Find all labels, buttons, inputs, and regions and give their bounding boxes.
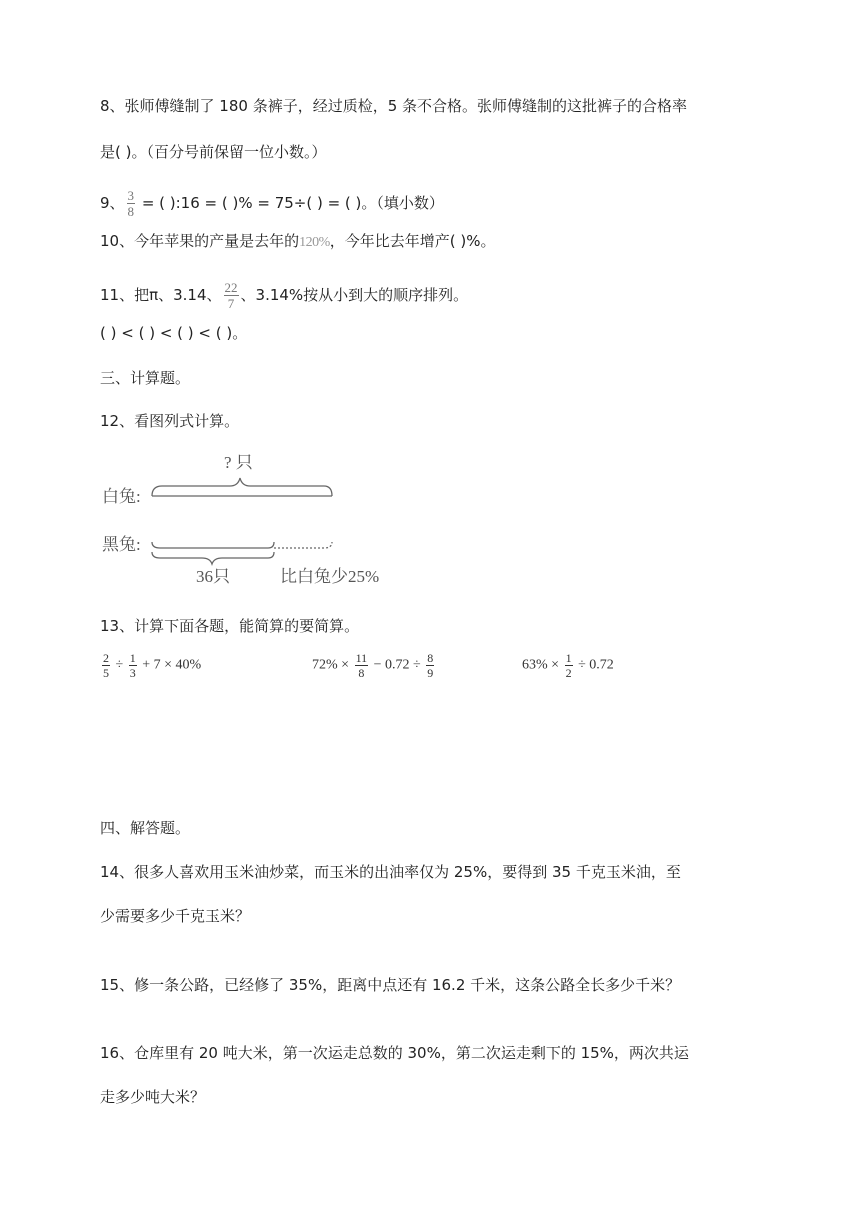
white-rabbit-label: 白兔:: [102, 487, 141, 506]
section-3-title: 三、计算题。: [100, 369, 191, 387]
black-rabbit-bar: [152, 542, 274, 548]
question-8-line-1: 8、张师傅缝制了 180 条裤子，经过质检，5 条不合格。张师傅缝制的这批裤子的合格率: [100, 97, 688, 115]
difference-note: 比白兔少25%: [280, 567, 380, 586]
question-9-rest: = ( ):16 = ( )% = 75÷( ) = ( )。（填小数）: [137, 194, 444, 212]
fraction-numerator: 3: [127, 188, 135, 203]
expression-2: [312, 652, 436, 679]
question-11-order-line: ( ) < ( ) < ( ) < ( )。: [100, 324, 248, 342]
question-11-text-after: 、3.14%按从小到大的顺序排列。: [240, 286, 469, 304]
percent-image-120: 120%: [299, 235, 330, 250]
question-9-prefix: 9、: [100, 194, 125, 212]
question-9: [100, 189, 444, 218]
fraction-numerator: 2: [103, 651, 109, 665]
fraction-8-9: [426, 652, 434, 679]
bottom-brace: [152, 552, 274, 564]
section-4-title: 四、解答题。: [100, 819, 191, 837]
expression-2-middle: − 0.72 ÷: [373, 657, 421, 673]
fraction-denominator: 5: [103, 666, 109, 680]
fraction-numerator: 1: [565, 651, 572, 665]
question-10-text-after: ，今年比去年增产( )%。: [329, 232, 496, 250]
fraction-denominator: 3: [129, 666, 136, 680]
question-13: 13、计算下面各题，能简算的要简算。: [100, 617, 360, 635]
question-label: ? 只: [224, 453, 253, 472]
expression-1: [100, 652, 201, 679]
question-11: [100, 281, 468, 310]
question-14-line-1: 14、很多人喜欢用玉米油炒菜，而玉米的出油率仅为 25%，要得到 35 千克玉米油，至: [100, 863, 681, 881]
expression-3-tail: ÷ 0.72: [578, 657, 614, 673]
black-rabbit-label: 黑兔:: [102, 535, 141, 554]
question-15: 15、修一条公路，已经修了 35%，距离中点还有 16.2 千米，这条公路全长多少千米？: [100, 976, 681, 994]
rabbit-diagram: [98, 448, 398, 590]
expression-2-head: 72% ×: [312, 657, 350, 673]
expression-3-head: 63% ×: [522, 657, 560, 673]
fraction-denominator: 8: [358, 666, 365, 680]
fraction-denominator: 9: [427, 666, 434, 680]
question-16-line-2: 走多少吨大米？: [100, 1088, 206, 1106]
question-16-line-1: 16、仓库里有 20 吨大米，第一次运走总数的 30%，第二次运走剩下的 15%，两次共运: [100, 1044, 689, 1062]
operator-divide: ÷: [115, 657, 124, 673]
fraction-denominator: 7: [227, 296, 235, 311]
black-rabbit-count: 36只: [196, 567, 230, 586]
expression-3: [522, 652, 614, 679]
black-rabbit-dotted-segment: [274, 542, 332, 548]
question-10: [100, 231, 496, 253]
question-8-line-2: 是( )。（百分号前保留一位小数。）: [100, 143, 327, 161]
fraction-11-8: [355, 652, 369, 679]
fraction-1-2: [565, 652, 573, 679]
fraction-2-5: [102, 652, 110, 679]
fraction-denominator: 8: [127, 204, 135, 219]
question-11-text-before: 11、把π、3.14、: [100, 286, 222, 304]
fraction-numerator: 1: [129, 651, 136, 665]
fraction-numerator: 22: [224, 280, 238, 295]
fraction-3-8: [127, 189, 136, 218]
fraction-22-7: [224, 281, 239, 310]
fraction-denominator: 2: [565, 666, 572, 680]
fraction-numerator: 11: [355, 651, 368, 665]
fraction-numerator: 8: [427, 651, 434, 665]
top-brace: [152, 478, 332, 496]
expression-1-tail: + 7 × 40%: [142, 657, 202, 673]
question-14-line-2: 少需要多少千克玉米？: [100, 907, 251, 925]
fraction-1-3: [129, 652, 137, 679]
question-10-text-before: 10、今年苹果的产量是去年的: [100, 232, 300, 250]
question-12: 12、看图列式计算。: [100, 412, 240, 430]
